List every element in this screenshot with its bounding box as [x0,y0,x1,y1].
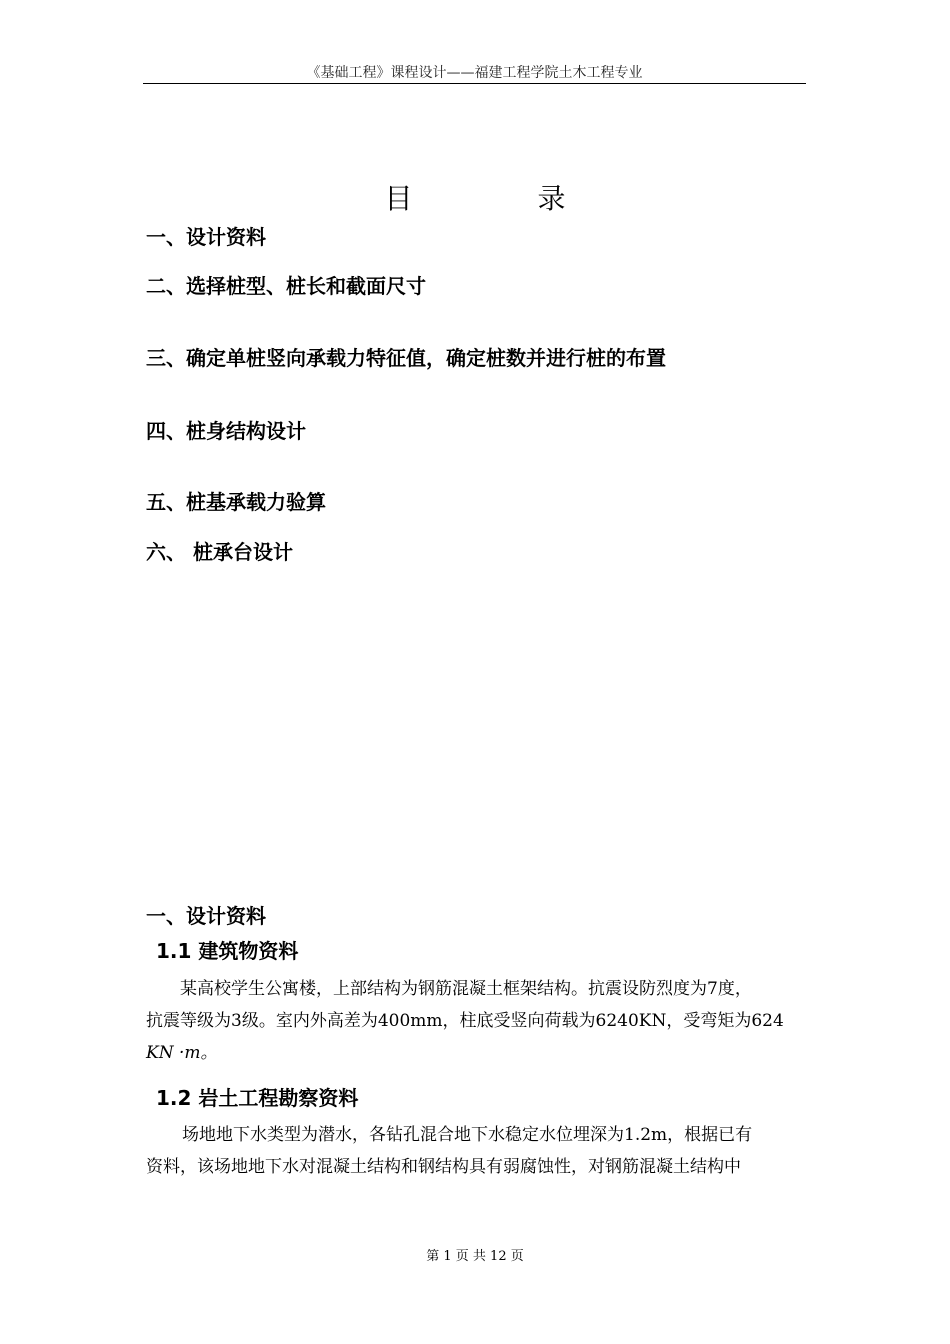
toc-item-2[interactable]: 二、选择桩型、桩长和截面尺寸 [146,274,426,298]
paragraph-building-data [146,973,808,1069]
paragraph-line: 资料，该场地地下水对混凝土结构和钢结构具有弱腐蚀性，对钢筋混凝土结构中 [146,1157,741,1177]
subsection-heading-building-data: 1.1 建筑物资料 [156,939,299,963]
section-heading-design-data: 一、设计资料 [146,904,266,928]
paragraph-line: 某高校学生公寓楼，上部结构为钢筋混凝土框架结构。抗震设防烈度为7度， [180,979,752,999]
toc-item-4[interactable]: 四、桩身结构设计 [146,419,306,443]
paragraph-geotech-data [146,1119,808,1183]
page-footer: 第 1 页 共 12 页 [426,1249,524,1264]
paragraph-line: 场地地下水类型为潜水，各钻孔混合地下水稳定水位埋深为1.2m，根据已有 [182,1125,753,1145]
header-rule [143,83,806,84]
toc-item-3[interactable]: 三、确定单桩竖向承载力特征值，确定桩数并进行桩的布置 [146,346,666,370]
toc-item-5[interactable]: 五、桩基承载力验算 [146,490,326,514]
toc-title: 目 录 [384,182,624,215]
toc-item-1[interactable]: 一、设计资料 [146,225,266,249]
page-header: 《基础工程》课程设计——福建工程学院土木工程专业 [306,65,643,81]
paragraph-line: 抗震等级为3级。室内外高差为400mm，柱底受竖向荷载为6240KN，受弯矩为624 [146,1011,784,1031]
paragraph-line: KN ·m。 [146,1043,218,1063]
subsection-heading-geotech-data: 1.2 岩土工程勘察资料 [156,1086,359,1110]
toc-item-6[interactable]: 六、 桩承台设计 [146,540,293,564]
